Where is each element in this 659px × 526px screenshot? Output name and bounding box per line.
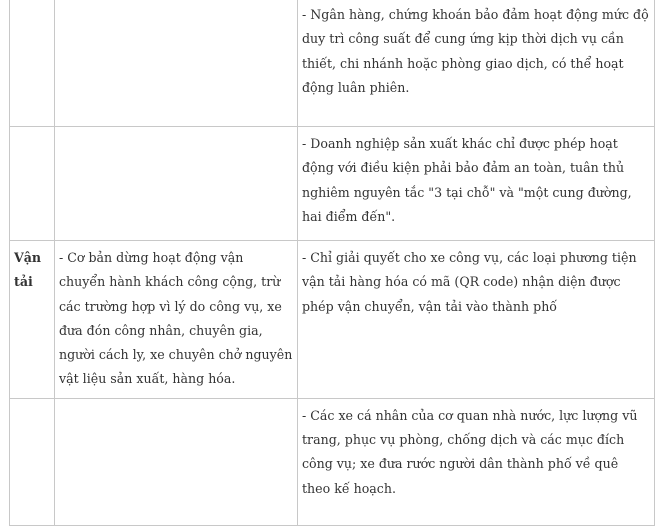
detail-cell xyxy=(298,398,655,525)
detail-cell xyxy=(298,127,655,241)
category-cell xyxy=(10,127,55,241)
regulation-table xyxy=(9,0,655,526)
detail-text: - Chỉ giải quyết cho xe công vụ, các loại phương tiện vận tải hàng hóa có mã (QR code) nhận diện được phép vận chuyển, vận tải vào thành phố xyxy=(302,250,637,314)
policy-cell xyxy=(55,0,298,127)
detail-text: - Ngân hàng, chứng khoán bảo đảm hoạt động mức độ duy trì công suất để cung ứng kịp thời dịch vụ cần thiết, chi nhánh hoặc phòng giao dịch, có thể hoạt động luân phiên. xyxy=(302,7,649,95)
category-cell xyxy=(10,241,55,399)
detail-text: - Các xe cá nhân của cơ quan nhà nước, lực lượng vũ trang, phục vụ phòng, chống dịch và các mục đích công vụ; xe đưa rước người dân thành phố về quê theo kế hoạch. xyxy=(302,407,638,496)
category-cell xyxy=(10,398,55,525)
policy-cell xyxy=(55,127,298,241)
table-row xyxy=(10,241,655,399)
detail-cell xyxy=(298,241,655,399)
category-cell xyxy=(10,0,55,127)
policy-cell xyxy=(55,241,298,399)
detail-text: - Doanh nghiệp sản xuất khác chỉ được phép hoạt động với điều kiện phải bảo đảm an toàn, tuân thủ nghiêm nguyên tắc "3 tại chỗ" và "một cung đường, hai điểm đến". xyxy=(302,136,632,224)
table-row xyxy=(10,0,655,127)
detail-cell xyxy=(298,0,655,127)
policy-text: - Cơ bản dừng hoạt động vận chuyển hành khách công cộng, trừ các trường hợp vì lý do công vụ, xe đưa đón công nhân, chuyên gia, người cách ly, xe chuyên chở nguyên vật liệu sản xuất, hàng hóa. xyxy=(59,250,293,387)
table-row xyxy=(10,127,655,241)
policy-cell xyxy=(55,398,298,525)
table-row xyxy=(10,398,655,525)
category-label: Vận tải xyxy=(14,250,42,290)
